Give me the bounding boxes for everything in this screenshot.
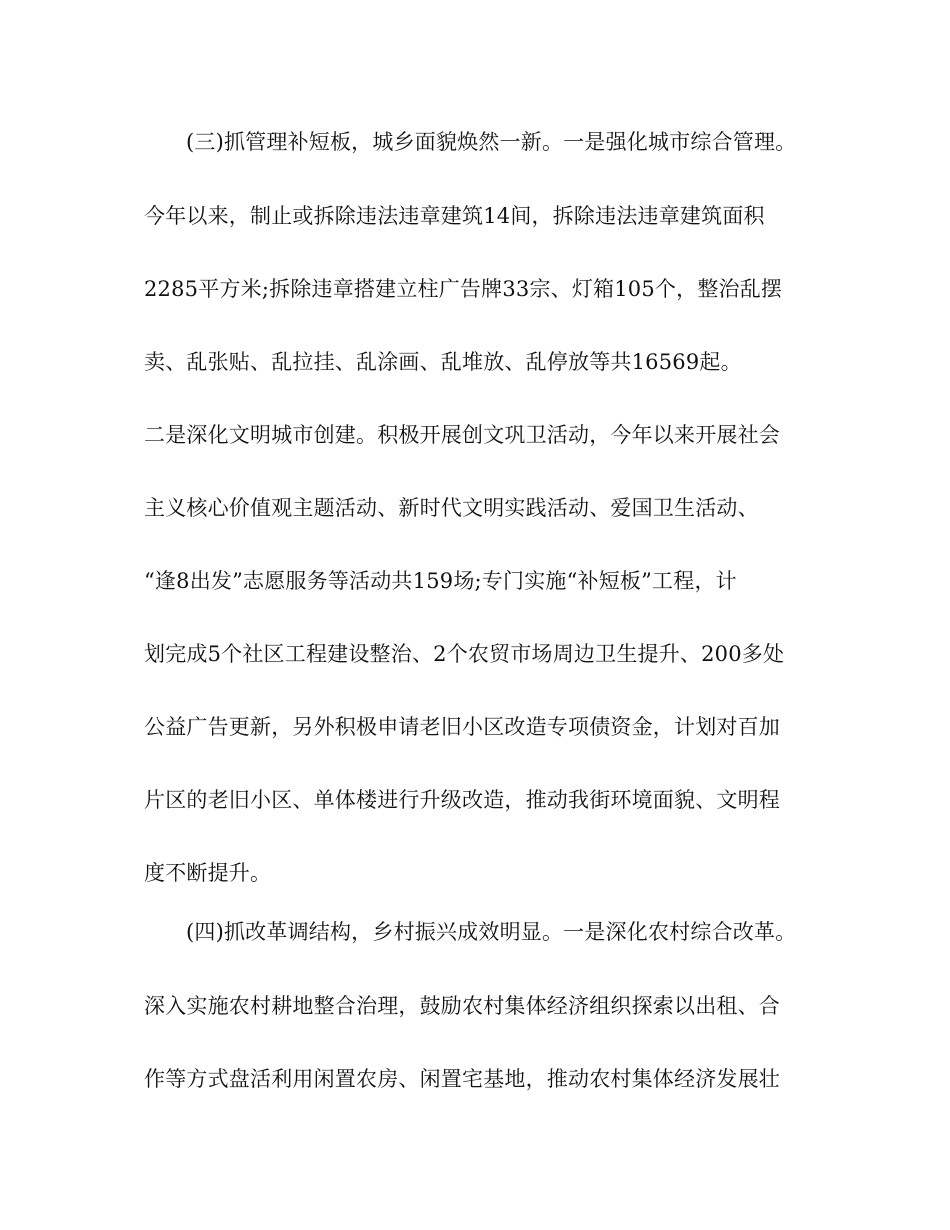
paragraph-line: (三)抓管理补短板，城乡面貌焕然一新。一是强化城市综合管理。 (186, 130, 797, 154)
paragraph-line: 今年以来，制止或拆除违法违章建筑14间，拆除违法违章建筑面积 (144, 204, 765, 228)
paragraph-line: 卖、乱张贴、乱拉挂、乱涂画、乱堆放、乱停放等共16569起。 (144, 350, 742, 374)
paragraph-line: 度不断提升。 (144, 861, 272, 885)
paragraph-line: 2285平方米;拆除违章搭建立柱广告牌33宗、灯箱105个，整治乱摆 (144, 277, 783, 301)
paragraph-line: “逢8出发”志愿服务等活动共159场;专门实施“补短板”工程，计 (144, 569, 737, 593)
paragraph-line: 主义核心价值观主题活动、新时代文明实践活动、爱国卫生活动、 (144, 496, 759, 520)
paragraph-line: 深入实施农村耕地整合治理，鼓励农村集体经济组织探索以出租、合 (144, 994, 780, 1018)
paragraph-line: 作等方式盘活利用闲置农房、闲置宅基地，推动农村集体经济发展壮 (144, 1067, 780, 1091)
paragraph-line: 划完成5个社区工程建设整治、2个农贸市场周边卫生提升、200多处 (144, 642, 785, 666)
paragraph-line: (四)抓改革调结构，乡村振兴成效明显。一是深化农村综合改革。 (186, 920, 797, 944)
paragraph-line: 公益广告更新，另外积极申请老旧小区改造专项债资金，计划对百加 (144, 715, 780, 739)
paragraph-line: 片区的老旧小区、单体楼进行升级改造，推动我街环境面貌、文明程 (144, 788, 780, 812)
paragraph-line: 二是深化文明城市创建。积极开展创文巩卫活动，今年以来开展社会 (144, 423, 780, 447)
